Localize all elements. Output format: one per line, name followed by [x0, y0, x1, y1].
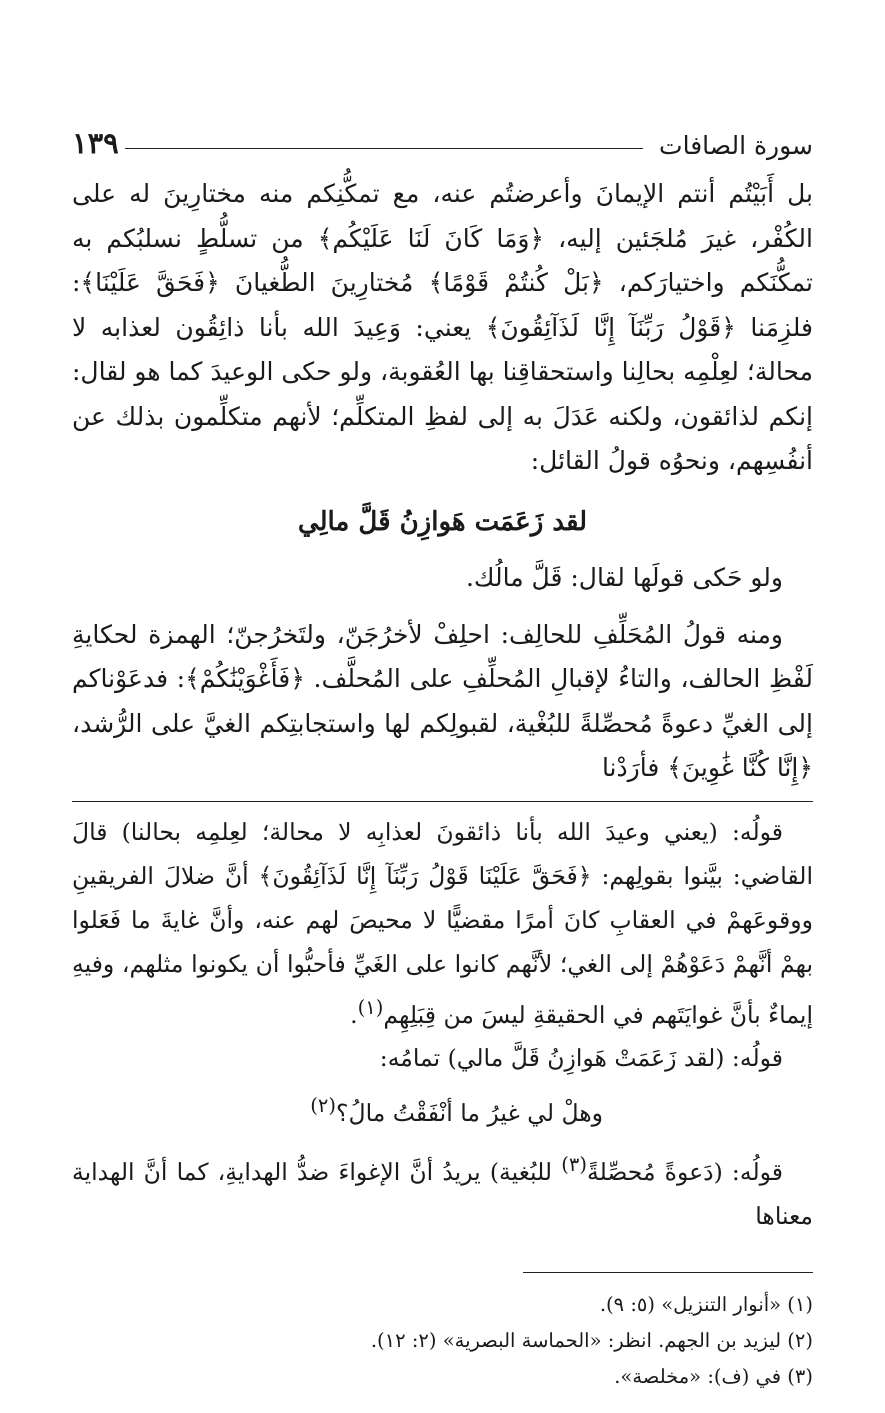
- main-paragraph-2: ولو حَكى قولَها لقال: قَلَّ مالُك.: [465, 563, 783, 592]
- commentary-verse-text: وهلْ لي غيرُ ما أنْفَقْتُ مالُ؟: [336, 1099, 603, 1128]
- commentary-text-1: قولُه: (يعني وعيدَ الله بأنا ذائقونَ لعذابِه لا محالة؛ لعِلمِه بحالنا) قالَ القاضي: بيَّنوا بقولِهم: ﴿فَحَقَّ عَلَيْنَا قَوْلُ رَبِّنَآ إِنَّا لَذَآئِقُونَ﴾ أنَّ ضلالَ الفريقينِ ووقوعَهمْ في العقابِ كانَ أمرًا مقضيًّا لا محيصَ لهم عنه، وأنَّ غايةَ ما فَعَلوا بهمْ أنَّهمْ دَعَوْهُمْ إلى الغي؛ لأنَّهم كانوا على الغَيِّ فأحبُّوا أن يكونوا مثلهم، وفيهِ إيماءٌ بأنَّ غوايَتَهم في الحقيقةِ ليسَ من قِبَلِهِم: [72, 817, 813, 1029]
- commentary-divider: [72, 801, 813, 802]
- footnote-ref-2: (٢): [310, 1094, 337, 1118]
- footnote-rule: [523, 1272, 813, 1273]
- main-paragraph-3: ومنه قولُ المُحَلِّفِ للحالِف: احلِفْ لأخرُجَنّ، ولتَخرُجنّ؛ الهمزة لحكايةِ لَفْظِ الحالف، والتاءُ لإقبالِ المُحلِّفِ على المُحلَّف. ﴿فَأَغْوَيْنَٰكُمْ﴾: فدعَوْناكم إلى الغيِّ دعوةً مُحصِّلةً للبُغْية، لقبولِكم لها واستجابتِكم الغيَّ على الرُّشد، ﴿إِنَّا كُنَّا غَٰوِينَ﴾ فأرَدْنا: [72, 619, 813, 782]
- commentary-paragraph-3: [72, 1143, 813, 1238]
- page-number: ١٣٩: [72, 126, 119, 160]
- footnote-ref-1: (١): [357, 995, 384, 1019]
- book-page: [72, 118, 813, 1395]
- commentary-text-3a: قولُه: (دَعوةً مُحصِّلةً: [587, 1157, 783, 1186]
- footnote-3: (٣) في (ف): «مخلصة».: [614, 1364, 813, 1388]
- surah-title: سورة الصافات: [659, 131, 813, 160]
- footnotes: [72, 1287, 813, 1395]
- main-text: [72, 172, 813, 791]
- footnote-ref-3: (٣): [561, 1153, 588, 1177]
- commentary-paragraph-1: [72, 810, 813, 1037]
- commentary-text-1-end: .: [350, 1000, 358, 1029]
- commentary-text-3b: للبُغية) يريدُ أنَّ الإغواءَ ضدُّ الهدايةِ، كما أنَّ الهداية معناها: [72, 1157, 813, 1230]
- footnote-2: (٢) ليزيد بن الجهم. انظر: «الحماسة البصرية» (٢: ١٢).: [370, 1328, 813, 1352]
- footnote-1: (١) «أنوار التنزيل» (٥: ٩).: [599, 1292, 813, 1316]
- poetry-verse: لقد زَعَمَت هَوازِنُ قَلَّ مالِي: [297, 506, 588, 537]
- page-header: [72, 118, 813, 158]
- commentary-verse: [72, 1084, 813, 1135]
- commentary-section: [72, 810, 813, 1238]
- commentary-paragraph-2: قولُه: (لقد زَعَمَتْ هَوازِنُ قَلَّ مالي) تمامُه:: [379, 1044, 783, 1073]
- main-paragraph-1: بل أَبَيْتُم أنتم الإيمانَ وأعرضتُم عنه، مع تمكُّنِكم منه مختارِينَ له على الكُفْر، غيرَ مُلجَئين إليه، ﴿وَمَا كَانَ لَنَا عَلَيْكُم﴾ من تسلُّطٍ نسلبُكم به تمكُّنَكم واختيارَكم، ﴿بَلْ كُنتُمْ قَوْمًا﴾ مُختارِينَ الطُّغيانَ ﴿فَحَقَّ عَلَيْنَا﴾: فلزِمَنا ﴿قَوْلُ رَبِّنَآ إِنَّا لَذَآئِقُونَ﴾ يعني: وَعِيدَ الله بأنا ذائِقُون لعذابه لا محالة؛ لعِلْمِه بحالِنا واستحقاقِنا بها العُقوبة، ولو حكى الوعيدَ كما هو لقال: إنكم لذائقون، ولكنه عَدَلَ به إلى لفظِ المتكلِّم؛ لأنهم متكلِّمون بذلك عن أنفُسِهم، ونحوُه قولُ القائل:: [72, 179, 813, 475]
- header-rule: [125, 148, 643, 149]
